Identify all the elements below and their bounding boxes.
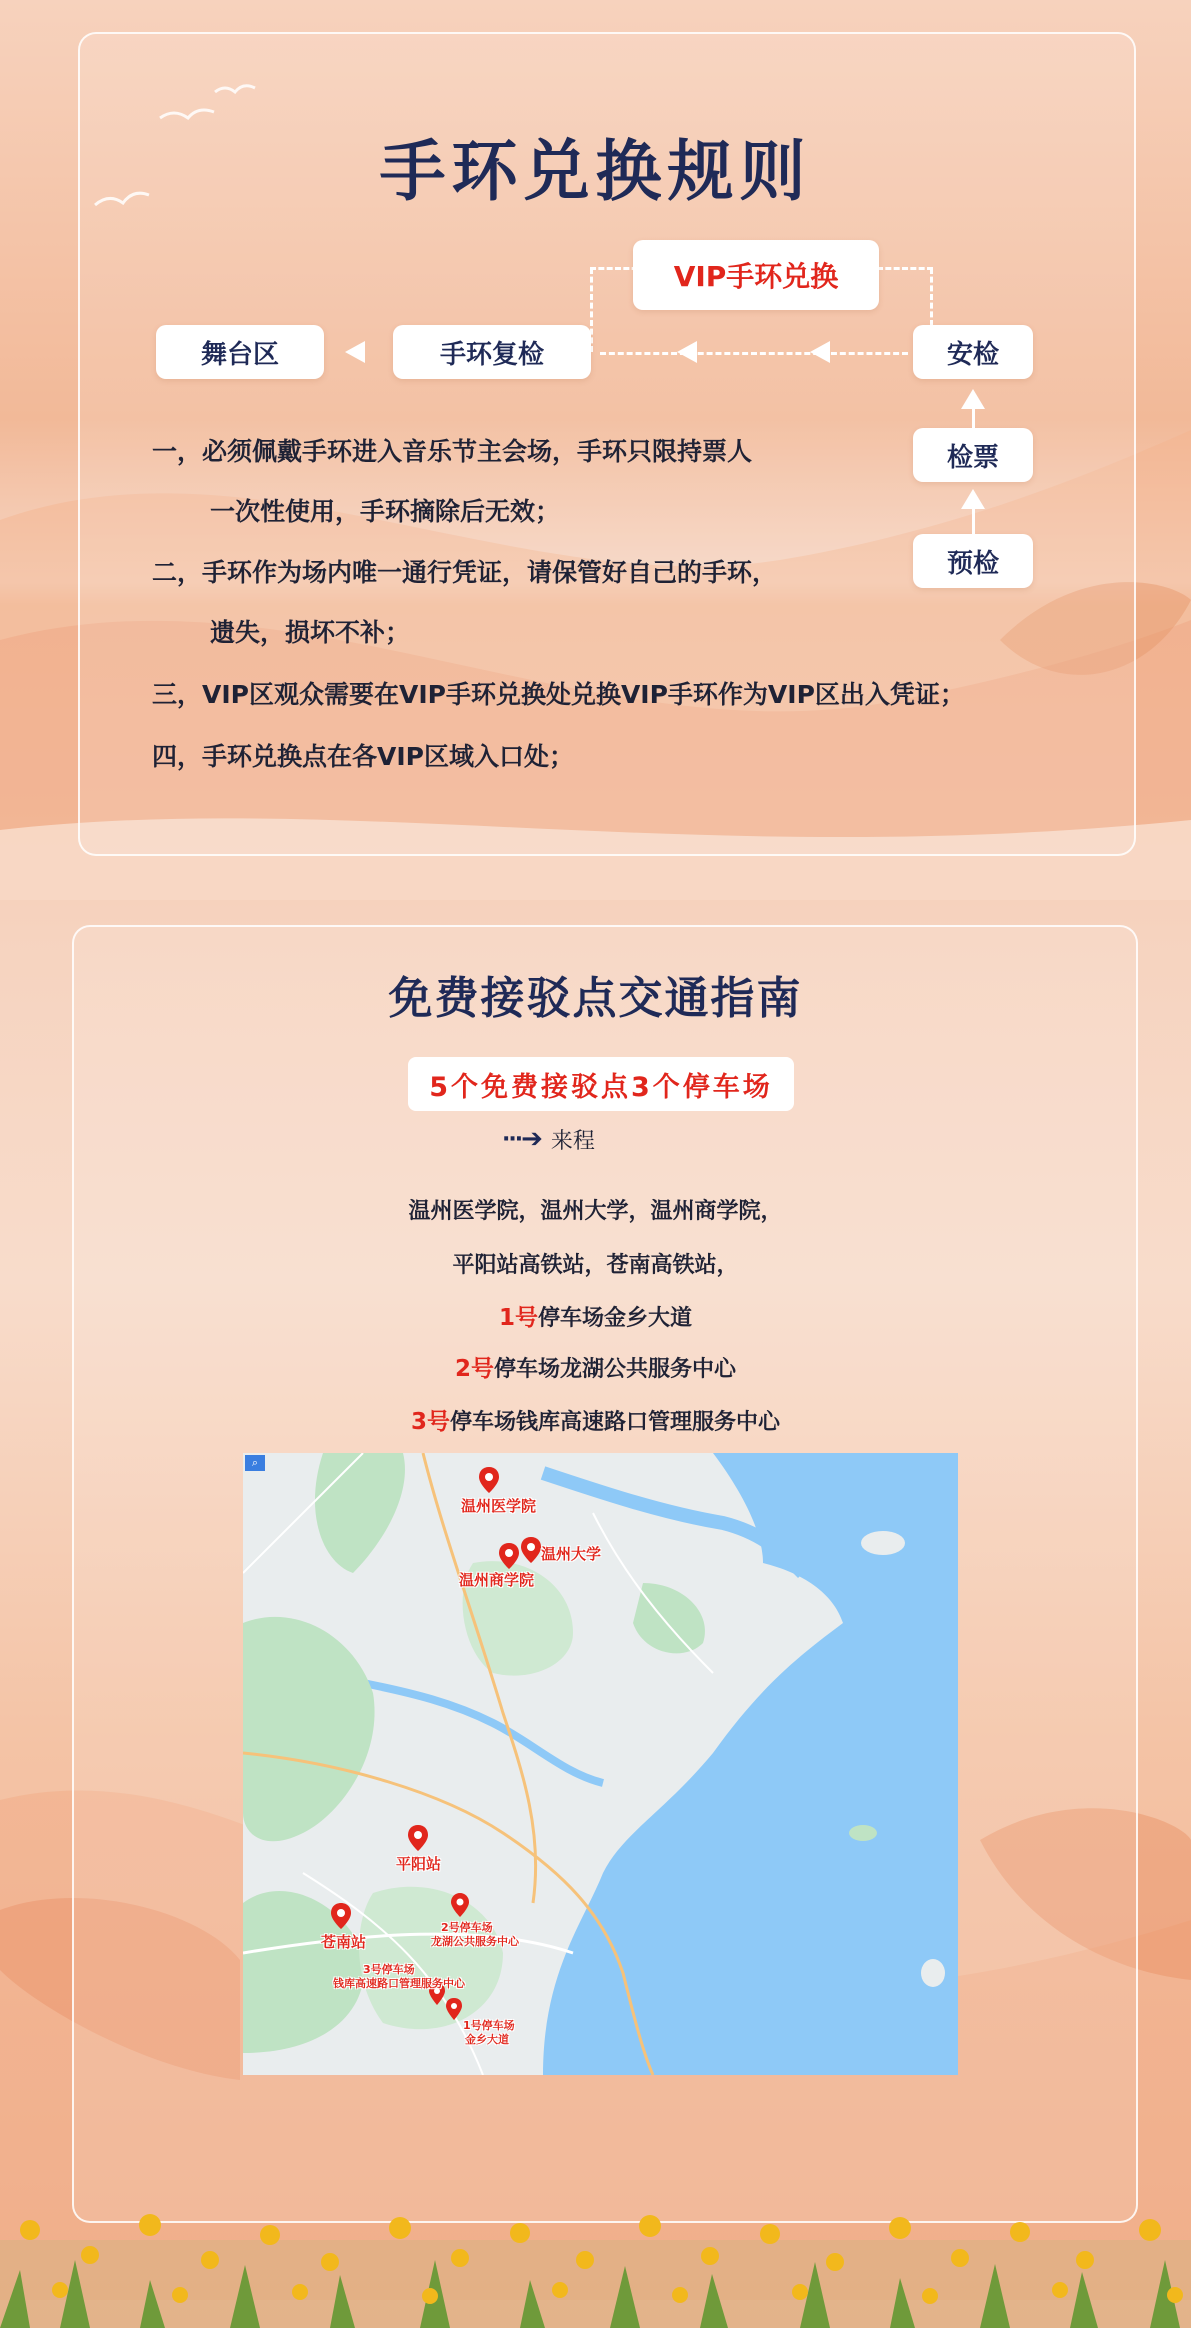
parking-1 (0, 1299, 1191, 1332)
arrow-right-icon: ➔ (521, 1124, 543, 1154)
parking-3-number: 3号 (410, 1409, 450, 1435)
shuttle-map[interactable] (243, 1453, 958, 2075)
map-label-p3a: 3号停车场 (363, 1963, 415, 1976)
map-label-wzu: 温州大学 (541, 1545, 602, 1563)
destinations-line-2: 平阳站高铁站，苍南高铁站， (452, 1253, 739, 1278)
shuttle-guide-title: 免费接驳点交通指南 (388, 973, 803, 1024)
rule-3: 三，VIP区观众需要在VIP手环兑换处兑换VIP手环作为VIP区出入凭证； (152, 680, 965, 709)
destinations-line-1: 温州医学院，温州大学，温州商学院， (408, 1199, 783, 1224)
map-label-p2b: 龙湖公共服务中心 (431, 1935, 519, 1948)
map-label-wzbiz: 温州商学院 (459, 1571, 535, 1589)
route-indicator (502, 1124, 595, 1154)
arrow-left-icon (345, 341, 365, 363)
flow-dash-bottom (600, 352, 908, 355)
rule-2-line-1: 二，手环作为场内唯一通行凭证，请保管好自己的手环， (152, 558, 778, 587)
parking-1-number: 1号 (498, 1305, 538, 1331)
parking-3 (0, 1403, 1191, 1436)
map-pin-icon (408, 1825, 428, 1851)
rule-1-line-1: 一，必须佩戴手环进入音乐节主会场，手环只限持票人 (152, 437, 753, 466)
rule-4: 四，手环兑换点在各VIP区域入口处； (152, 742, 574, 771)
map-label-p1b: 金乡大道 (465, 2033, 509, 2046)
map-search-icon[interactable]: ⌕ (245, 1455, 265, 1471)
parking-2-text: 停车场龙湖公共服务中心 (494, 1357, 737, 1382)
shuttle-summary-tag: 5个免费接驳点3个停车场 (408, 1057, 794, 1111)
ticket-check-box: 检票 (913, 428, 1033, 482)
flow-line (972, 407, 975, 428)
vip-exchange-box: VIP手环兑换 (633, 240, 879, 310)
flow-line (972, 507, 975, 534)
map-label-p1a: 1号停车场 (463, 2019, 515, 2032)
map-label-pingyang: 平阳站 (396, 1855, 442, 1873)
arrow-left-icon (810, 341, 830, 363)
stage-area-box: 舞台区 (156, 325, 324, 379)
parking-2-number: 2号 (454, 1356, 494, 1382)
dots-icon: ··· (502, 1126, 522, 1152)
pre-check-box: 预检 (913, 534, 1033, 588)
rule-2-line-2: 遗失，损坏不补； (210, 618, 411, 647)
map-label-cangnan: 苍南站 (321, 1933, 367, 1951)
security-box: 安检 (913, 325, 1033, 379)
arrow-up-icon (961, 389, 985, 409)
map-pin-icon (331, 1903, 351, 1929)
rule-1-line-2: 一次性使用，手环摘除后无效； (210, 497, 561, 526)
recheck-box: 手环复检 (393, 325, 591, 379)
parking-1-text: 停车场金乡大道 (538, 1306, 693, 1331)
parking-2 (0, 1350, 1191, 1383)
map-label-wzmed: 温州医学院 (461, 1497, 537, 1515)
flow-dash-vip-right (877, 267, 933, 270)
arrow-left-icon (677, 341, 697, 363)
route-label: 来程 (550, 1128, 595, 1154)
flower-border-decoration (0, 2200, 1191, 2328)
parking-3-text: 停车场钱库高速路口管理服务中心 (450, 1410, 781, 1435)
arrow-up-icon (961, 489, 985, 509)
map-pin-icon (479, 1467, 499, 1493)
map-label-p3b: 钱库高速路口管理服务中心 (333, 1977, 465, 1990)
map-pin-icon (451, 1893, 469, 1917)
wristband-rules-title: 手环兑换规则 (379, 133, 812, 210)
map-label-p2a: 2号停车场 (441, 1921, 493, 1934)
map-pin-icon (446, 1998, 462, 2020)
map-pin-icon (521, 1537, 541, 1563)
map-pin-icon (499, 1543, 519, 1569)
